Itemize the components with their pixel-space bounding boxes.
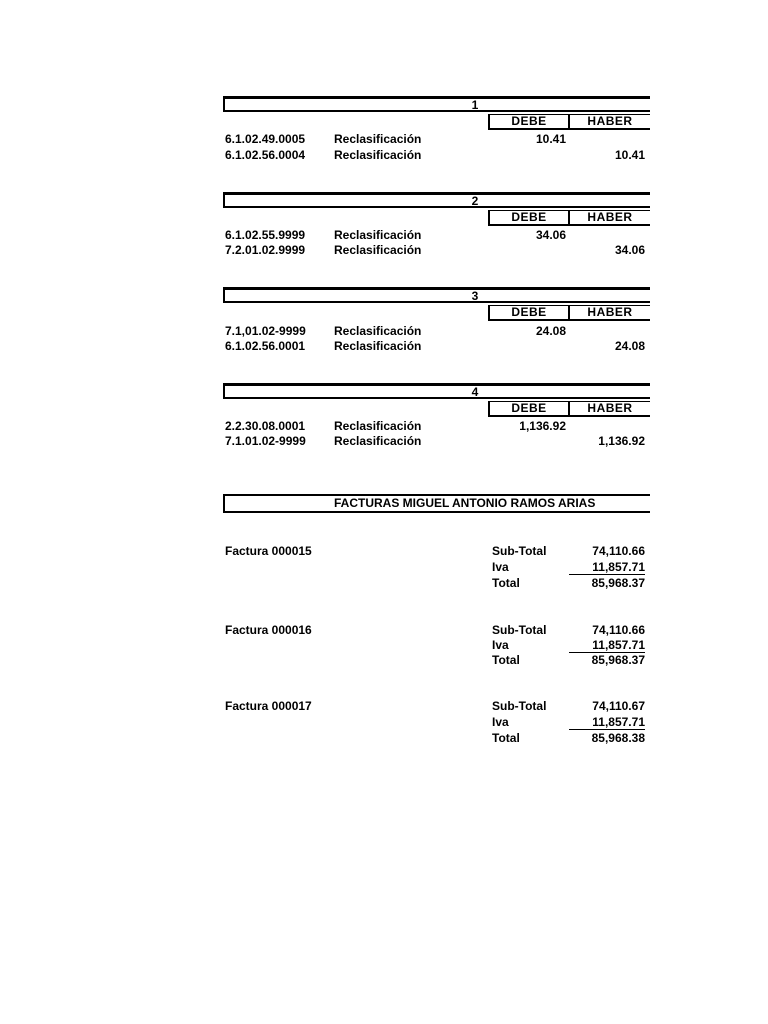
entry-number: 3 xyxy=(471,289,479,303)
subtotal-label: Sub-Total xyxy=(492,544,547,558)
debe-amount: 1,136.92 xyxy=(519,419,566,433)
entry-number: 4 xyxy=(471,385,479,399)
haber-amount: 24.08 xyxy=(614,339,645,353)
subtotal-amount: 74,110.66 xyxy=(592,623,645,637)
total-amount: 85,968.38 xyxy=(591,731,645,745)
subtotal-amount: 74,110.67 xyxy=(592,699,645,713)
subtotal-label: Sub-Total xyxy=(492,623,547,637)
haber-column-header: HABER xyxy=(568,401,650,417)
account-code: 6.1.02.56.0001 xyxy=(225,339,306,353)
line-description: Reclasificación xyxy=(334,339,422,353)
debe-amount: 10.41 xyxy=(535,132,566,146)
account-code: 7.1,01.02-9999 xyxy=(225,324,306,338)
haber-amount: 34.06 xyxy=(614,243,645,257)
iva-amount: 11,857.71 xyxy=(569,715,645,730)
total-label: Total xyxy=(492,653,520,667)
total-amount: 85,968.37 xyxy=(591,653,645,667)
invoices-title: FACTURAS MIGUEL ANTONIO RAMOS ARIAS xyxy=(334,496,596,510)
iva-amount: 11,857.71 xyxy=(569,638,645,653)
line-description: Reclasificación xyxy=(334,228,422,242)
account-code: 6.1.02.56.0004 xyxy=(225,148,306,162)
entry-number: 2 xyxy=(471,194,479,208)
debe-column-header: DEBE xyxy=(488,210,570,226)
iva-label: Iva xyxy=(492,638,509,652)
account-code: 2.2.30.08.0001 xyxy=(225,419,306,433)
subtotal-label: Sub-Total xyxy=(492,699,547,713)
iva-amount: 11,857.71 xyxy=(569,560,645,575)
account-code: 7.1.01.02-9999 xyxy=(225,434,306,448)
invoice-name: Factura 000017 xyxy=(225,699,312,713)
debe-amount: 34.06 xyxy=(535,228,566,242)
debe-column-header: DEBE xyxy=(488,114,570,130)
haber-amount: 1,136.92 xyxy=(598,434,645,448)
entry-number: 1 xyxy=(471,98,479,112)
debe-amount: 24.08 xyxy=(535,324,566,338)
haber-column-header: HABER xyxy=(568,210,650,226)
line-description: Reclasificación xyxy=(334,132,422,146)
total-label: Total xyxy=(492,731,520,745)
line-description: Reclasificación xyxy=(334,434,422,448)
iva-label: Iva xyxy=(492,560,509,574)
line-description: Reclasificación xyxy=(334,148,422,162)
account-code: 6.1.02.55.9999 xyxy=(225,228,306,242)
haber-amount: 10.41 xyxy=(614,148,645,162)
iva-label: Iva xyxy=(492,715,509,729)
subtotal-amount: 74,110.66 xyxy=(592,544,645,558)
account-code: 7.2.01.02.9999 xyxy=(225,243,306,257)
line-description: Reclasificación xyxy=(334,419,422,433)
line-description: Reclasificación xyxy=(334,243,422,257)
total-amount: 85,968.37 xyxy=(591,576,645,590)
haber-column-header: HABER xyxy=(568,305,650,321)
line-description: Reclasificación xyxy=(334,324,422,338)
total-label: Total xyxy=(492,576,520,590)
debe-column-header: DEBE xyxy=(488,305,570,321)
account-code: 6.1.02.49.0005 xyxy=(225,132,306,146)
invoice-name: Factura 000016 xyxy=(225,623,312,637)
debe-column-header: DEBE xyxy=(488,401,570,417)
haber-column-header: HABER xyxy=(568,114,650,130)
invoice-name: Factura 000015 xyxy=(225,544,312,558)
